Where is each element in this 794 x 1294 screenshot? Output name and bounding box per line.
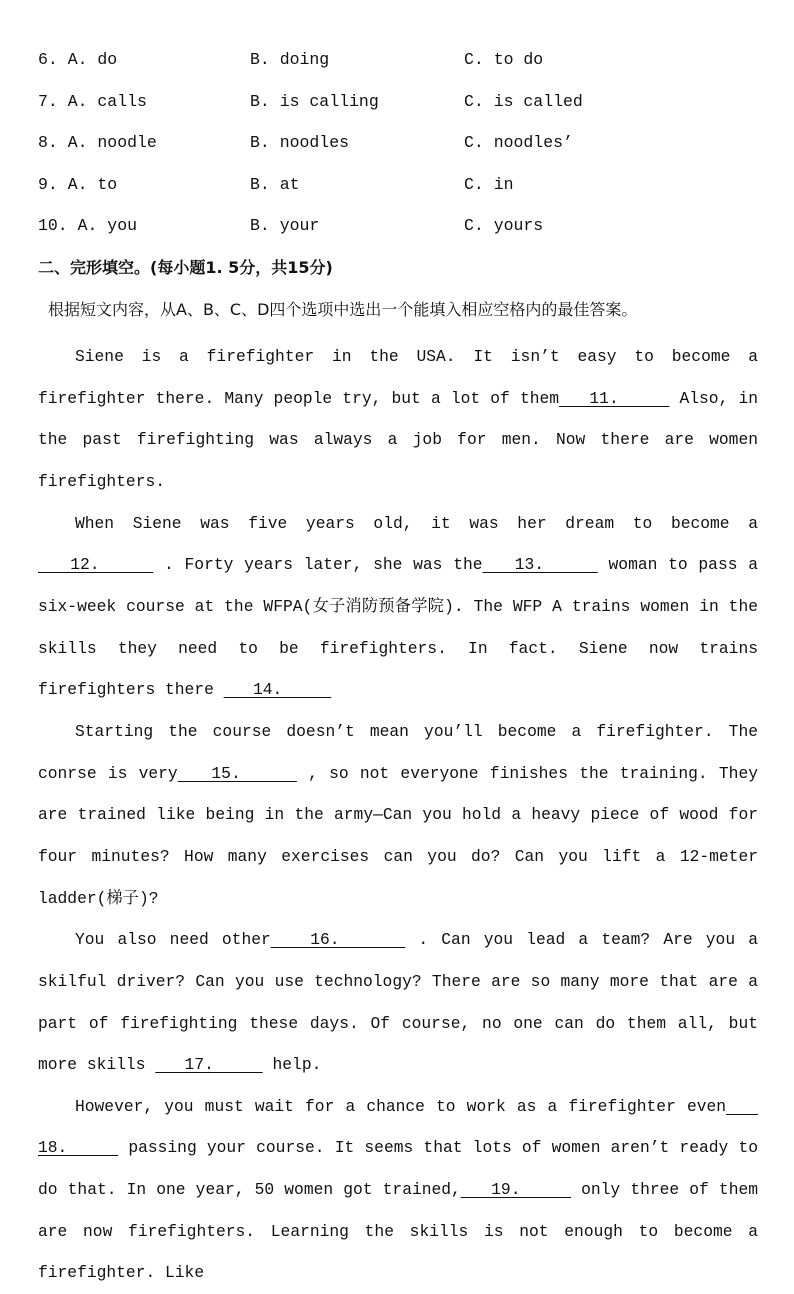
passage-text: You also need other bbox=[75, 930, 271, 950]
passage-paragraph bbox=[38, 1086, 758, 1294]
option-b: B. at bbox=[250, 174, 300, 194]
option-a: 8. A. noodle bbox=[38, 133, 157, 153]
blank-slot: 13. bbox=[482, 555, 598, 575]
cloze-passage bbox=[38, 336, 758, 1294]
passage-paragraph bbox=[38, 919, 758, 1086]
option-c: C. to do bbox=[464, 50, 544, 69]
blank-slot: 16. bbox=[270, 930, 406, 950]
passage-text: only three of them are now firefighters. Learning the skills is not enough to become a firefighter. Like bbox=[38, 1180, 759, 1283]
option-c: C. noodles’ bbox=[464, 133, 573, 153]
passage-text: woman to pass a six-week course at the WFPA(女子消防预备学院). The WFP A trains women in the skills they need to be firefighters. In fact. Siene now trains firefighters there bbox=[38, 555, 759, 700]
blank-slot: 19. bbox=[460, 1180, 572, 1200]
passage-text: passing your course. It seems that lots of women aren’t ready to do that. In one year, 50 women got trained, bbox=[38, 1138, 758, 1200]
passage-text: help. bbox=[262, 1055, 322, 1075]
option-a: 9. A. to bbox=[38, 174, 118, 194]
blank-slot bbox=[726, 1097, 758, 1116]
passage-text: However, you must wait for a chance to work as a firefighter even bbox=[75, 1096, 727, 1116]
passage-paragraph bbox=[38, 711, 758, 919]
blank-slot: 12. bbox=[38, 555, 154, 575]
option-a: 6. A. do bbox=[38, 50, 118, 69]
passage-text: , so not everyone finishes the training. They are trained like being in the army—Can you hold a heavy piece of wood for four minutes? How many exercises can you do? Can you lift a 12-meter ladder(梯子)? bbox=[38, 763, 758, 908]
option-c: C. yours bbox=[464, 216, 544, 236]
passage-text: When Siene was five years old, it was her dream to become a bbox=[75, 513, 758, 533]
passage-paragraph bbox=[38, 503, 758, 711]
blank-slot: 15. bbox=[177, 763, 297, 783]
passage-text: Also, in the past firefighting was always a job for men. Now there are women firefighters. bbox=[38, 388, 759, 491]
option-b: B. is calling bbox=[250, 91, 379, 111]
blank-slot: 18. bbox=[38, 1138, 119, 1158]
section-instruction: 根据短文内容，从A、B、C、D四个选项中选出一个能填入相应空格内的最佳答案。 bbox=[48, 300, 638, 319]
option-c: C. in bbox=[464, 174, 514, 194]
option-c: C. is called bbox=[464, 91, 583, 111]
passage-text: . Can you lead a team? Are you a skilful driver? Can you use technology? There are so many more that are a part of firefighting these days. Of course, no one can do them all, but more skills bbox=[38, 930, 759, 1075]
passage-paragraph bbox=[38, 336, 758, 503]
option-b: B. your bbox=[250, 216, 320, 236]
blank-slot: 14. bbox=[223, 680, 332, 700]
blank-slot: 17. bbox=[155, 1055, 263, 1075]
option-b: B. doing bbox=[250, 50, 330, 69]
option-a: 10. A. you bbox=[38, 216, 138, 236]
passage-text: Siene is a firefighter in the USA. It isn’t easy to become a firefighter there. Many people try, but a lot of them bbox=[38, 347, 758, 408]
section-heading: 二、完形填空。(每小题1. 5分，共15分) bbox=[38, 258, 333, 277]
blank-slot: 11. bbox=[559, 388, 670, 408]
option-a: 7. A. calls bbox=[38, 91, 147, 111]
option-b: B. noodles bbox=[250, 133, 350, 153]
passage-text: . Forty years later, she was the bbox=[153, 555, 483, 575]
passage-text: Starting the course doesn’t mean you’ll become a firefighter. The conrse is very bbox=[38, 721, 758, 783]
